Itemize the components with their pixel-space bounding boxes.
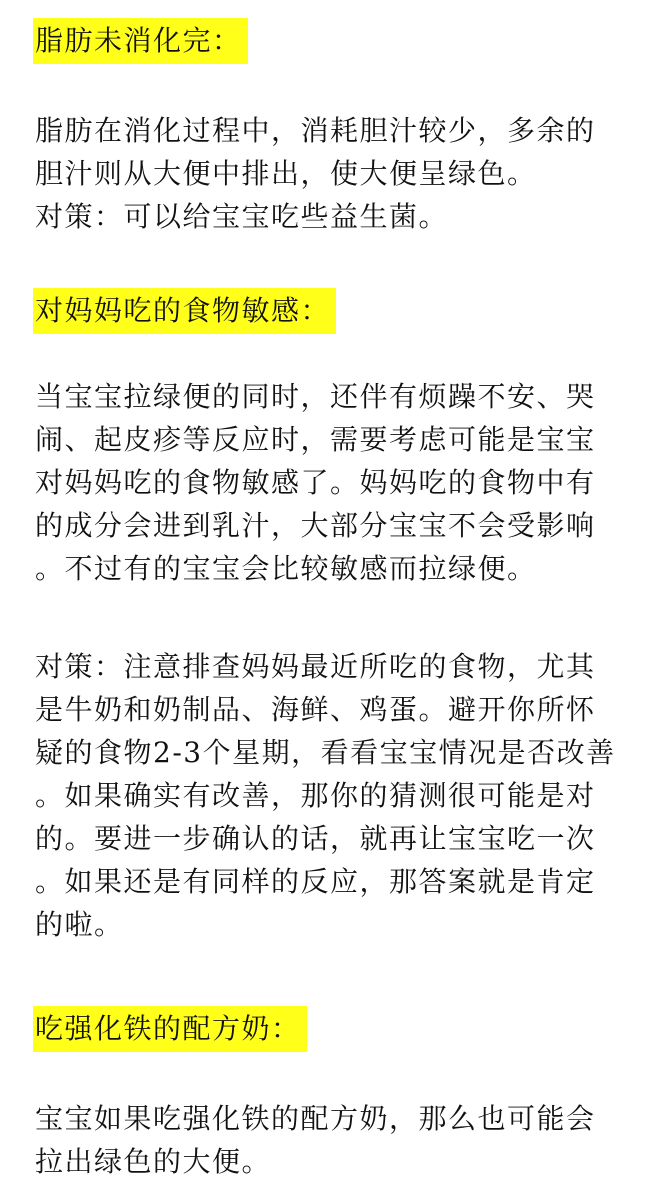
- text-line: 对妈妈吃的食物敏感了。妈妈吃的食物中有: [35, 466, 596, 499]
- text-line: 的成分会进到乳汁，大部分宝宝不会受影响: [35, 509, 596, 542]
- text-line: 对策：注意排查妈妈最近所吃的食物，尤其: [35, 650, 596, 683]
- text-line: 脂肪在消化过程中，消耗胆汁较少，多余的: [35, 114, 596, 147]
- section-heading-fat: [35, 18, 635, 64]
- text-line: 。如果确实有改善，那你的猜测很可能是对: [35, 779, 596, 812]
- paragraph-countermeasure: [35, 645, 635, 946]
- section-heading-iron: [35, 1006, 635, 1052]
- text-line: 闹、起皮疹等反应时，需要考虑可能是宝宝: [35, 423, 596, 456]
- text-line: 。如果还是有同样的反应，那答案就是肯定: [35, 865, 596, 898]
- text-line: 拉出绿色的大便。: [35, 1145, 272, 1178]
- text-line: 对策：可以给宝宝吃些益生菌。: [35, 200, 449, 233]
- heading-highlight: 对妈妈吃的食物敏感：: [33, 288, 336, 334]
- text-line: 疑的食物2-3个星期，看看宝宝情况是否改善: [35, 736, 616, 769]
- paragraph-fat: [35, 109, 635, 238]
- section-heading-sensitivity: [35, 288, 635, 334]
- heading-highlight: 脂肪未消化完：: [33, 18, 248, 64]
- heading-highlight: 吃强化铁的配方奶：: [33, 1006, 307, 1052]
- paragraph-iron: [35, 1097, 635, 1183]
- text-line: 的啦。: [35, 908, 124, 941]
- paragraph-sensitivity: [35, 375, 635, 590]
- text-line: 宝宝如果吃强化铁的配方奶，那么也可能会: [35, 1102, 596, 1135]
- text-line: 胆汁则从大便中排出，使大便呈绿色。: [35, 157, 537, 190]
- text-line: 。不过有的宝宝会比较敏感而拉绿便。: [35, 552, 537, 585]
- text-line: 的。要进一步确认的话，就再让宝宝吃一次: [35, 822, 596, 855]
- text-line: 当宝宝拉绿便的同时，还伴有烦躁不安、哭: [35, 380, 596, 413]
- text-line: 是牛奶和奶制品、海鲜、鸡蛋。避开你所怀: [35, 693, 596, 726]
